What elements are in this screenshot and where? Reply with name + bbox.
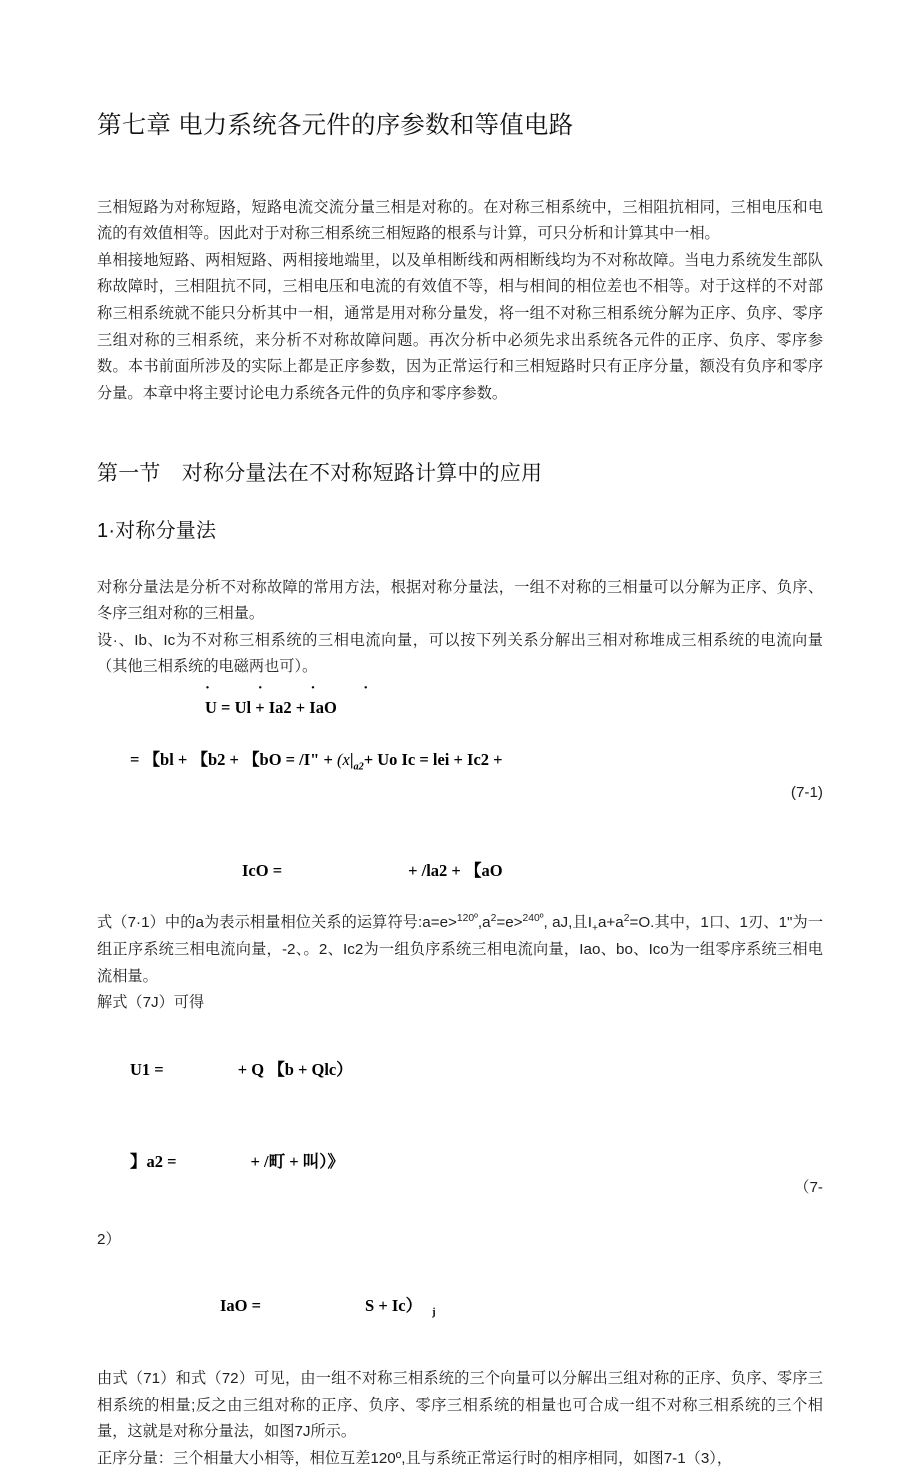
formula-7-1-line-3-part-b: + /la2 + 【aO	[408, 861, 503, 881]
superscript-240deg: 240º	[522, 913, 544, 925]
superscript-squared-2: 2	[623, 913, 630, 925]
formula-7-2-line-1	[97, 1017, 823, 1109]
formula-7-2-line-3-part-b: S + Ic）	[365, 1295, 423, 1315]
formula-7-2-line-1-part-b: + Q 【b + Qlc）	[237, 1059, 353, 1079]
formula-7-2-line-2-part-a: 】a2 =	[130, 1151, 177, 1171]
degree-symbol: º	[395, 1449, 402, 1467]
paragraph-conclusion: 由式（71）和式（72）可见，由一组不对称三相系统的三个向量可以分解出三组对称的正序、负序、零序三相系统的相量;反之由三组对称的正序、负序、零序三相系统的相量也可合成一组不对称三相系统的三个相量，这就是对称分量法，如图7J所示。	[97, 1370, 823, 1441]
formula-7-1-line-2	[97, 721, 823, 832]
formula-7-1-x-symbol: (x	[337, 750, 350, 770]
operator-text-tail: =O.其中，1口、1刃、1"为一组正序系统三相电流向量，-2、。2、Ic2为一组负序系统三相电流向量，Iao、bo、Ico为一组零序系统三相电流相量。	[97, 914, 824, 985]
formula-7-2-line-2-part-b: + /町 + 叫）》	[250, 1151, 345, 1171]
operator-text-prefix: 式（7·1）中的a为表示相量相位关系的运算符号:a=e>	[97, 914, 457, 932]
equation-number-7-2-part-1: （7-	[794, 1178, 823, 1196]
formula-7-2-line-1-part-a: U1 =	[130, 1059, 164, 1079]
formula-dot-row: · · · ·	[205, 680, 391, 697]
paragraph-current-vectors: 设·、Ib、Ic为不对称三相系统的三相电流向量，可以按下列关系分解出三相对称堆成三相系统的电流向量（其他三相系统的电磁两也可）。	[97, 631, 823, 676]
equation-number-7-2-part-2: 2）	[97, 1230, 121, 1248]
formula-7-1-line-3	[97, 832, 823, 910]
subsection-heading-1: 1·对称分量法	[97, 519, 217, 542]
operator-text-mid-4: a+a	[597, 914, 624, 932]
paragraph-intro-1: 三相短路为对称短路，短路电流交流分量三相是对称的。在对称三相系统中，三相阻抗相同，三相电压和电流的有效值相等。因此对于对称三相系统三相短路的根系与计算，可只分析和计算其中一相。	[97, 198, 823, 243]
operator-text-mid-1: ,a	[477, 914, 491, 932]
paragraph-intro-2: 单相接地短路、两相短路、两相接地端里，以及单相断线和两相断线均为不对称故障。当电力系统发生部队称故障时，三相阻抗不同，三相电压和电流的有效值不等，相与相间的相位差也不相等。对于这样的不对部称三相系统就不能只分析其中一相，通常是用对称分量发，将一组不对称三相系统分解为正序、负序、零序三组对称的三相系统，来分析不对称故障问题。再次分析中必须先求出系统各元件的正序、负序、零序参数。本书前面所涉及的实际上都是正序参数，因为正常运行和三相短路时只有正序分量，额没有负序和零序分量。本章中将主要讨论电力系统各元件的负序和零序参数。	[97, 251, 823, 402]
formula-7-2-line-3-part-a: IaO =	[220, 1295, 262, 1315]
superscript-squared-1: 2	[490, 913, 497, 925]
positive-sequence-tail: ,且与系统正常运行时的相序相同，如图7-1（3），	[401, 1449, 733, 1467]
formula-7-1-subscript-a2: a2	[353, 761, 364, 773]
page-content	[97, 0, 823, 1472]
paragraph-positive-sequence	[97, 1446, 823, 1472]
formula-7-2-line-3	[97, 1253, 823, 1352]
operator-text-mid-3: , aJ,且I	[543, 914, 592, 932]
section-heading-1: 第一节 对称分量法在不对称短路计算中的应用	[97, 462, 543, 486]
paragraph-operator-a	[97, 910, 823, 990]
formula-block-7-1	[97, 681, 823, 910]
equation-number-7-1: (7-1)	[790, 784, 823, 802]
formula-7-1-line-3-part-a: IcO =	[242, 861, 283, 881]
paragraph-solve-lead-in: 解式（7J）可得	[97, 994, 205, 1012]
formula-7-2-line-2	[97, 1109, 823, 1227]
formula-block-7-2	[97, 1017, 823, 1352]
superscript-120deg: 120º	[456, 913, 478, 925]
formula-7-1-line-2-part-a: = 【bl + 【b2 + 【bO = /I" +	[130, 750, 337, 770]
page-title: 第七章 电力系统各元件的序参数和等值电路	[97, 112, 574, 139]
formula-7-1-line-1: U = Ul + Ia2 + IaO	[205, 698, 337, 718]
formula-7-1-bar: |	[349, 750, 354, 770]
operator-text-mid-2: =e>	[496, 914, 523, 932]
formula-7-2-subscript-j: j	[432, 1307, 436, 1319]
subscript-plus: +	[591, 923, 598, 935]
positive-sequence-prefix: 正序分量：三个相量大小相等，相位互差120	[97, 1449, 396, 1467]
formula-7-1-line-2-part-b: + Uo Ic = lei + Ic2 +	[363, 750, 507, 770]
paragraph-method-def: 对称分量法是分析不对称故障的常用方法，根据对称分量法，一组不对称的三相量可以分解为正序、负序、冬序三组对称的三相量。	[97, 578, 823, 623]
